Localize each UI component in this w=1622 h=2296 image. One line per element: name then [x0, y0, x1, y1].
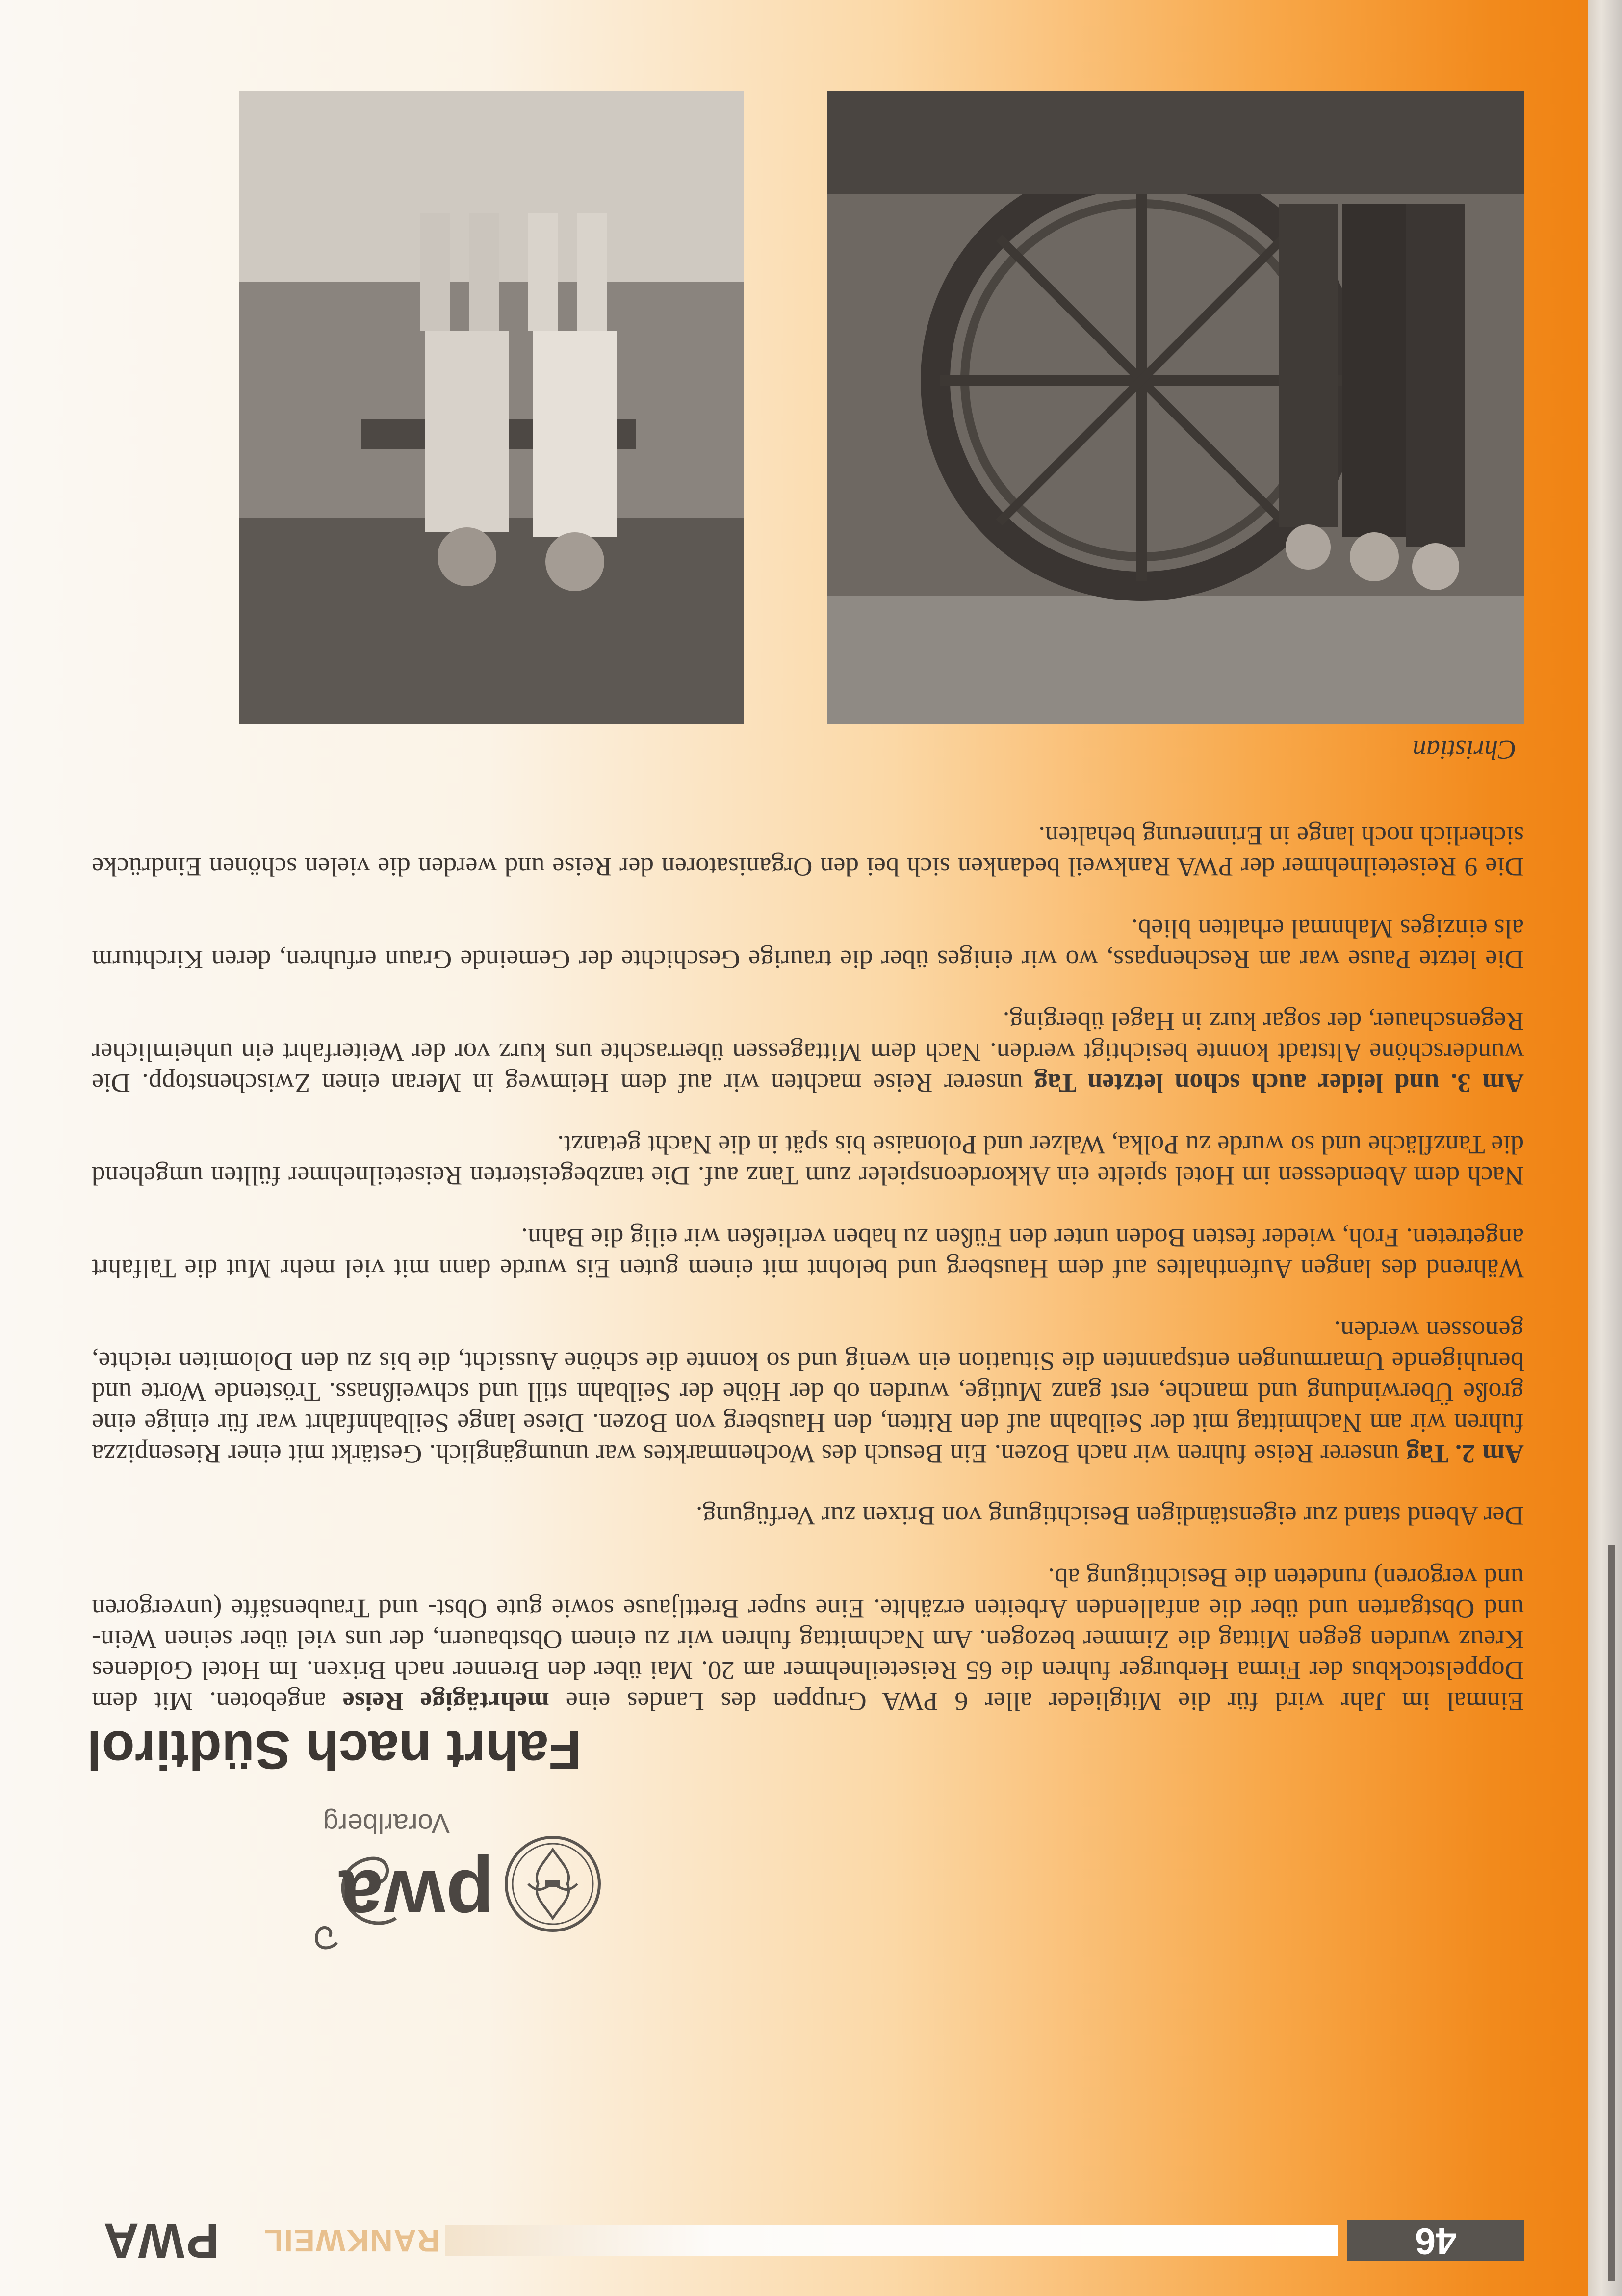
photo-bench-image [239, 91, 744, 724]
paragraph-text: Der Abend stand zur eigenständigen Besichtigung von Brixen zur Verfügung. [695, 1501, 1524, 1531]
article-paragraph [92, 1223, 1524, 1284]
logo-subline: Vorarlberg [323, 1808, 450, 1839]
article-paragraph [92, 1130, 1524, 1192]
paragraph-text: Nach dem Abendessen im Hotel spielte ein Akkordeonspieler zum Tanz auf. Die tanzbegeisterten Reiseteilnehmer füllten umgehend die Tanzfläche und so wurde zu Polka, Walzer und Polonaise bis spät in die Nacht getanzt. [92, 1130, 1524, 1191]
binding-strip [1608, 1545, 1615, 2281]
article-paragraph [92, 913, 1524, 975]
section-title: PWA [102, 2213, 219, 2268]
photo-water-wheel-image [827, 91, 1524, 724]
article-body [92, 790, 1524, 1717]
paragraph-emphasis: Am 3. und leider auch schon letzten Tag [1034, 1069, 1524, 1098]
paragraph-text: unserer Reise fuhren wir nach Bozen. Ein Besuch des Wochenmarktes war unumgänglich. Gestärkt mit einer Riesenpizza fuhren wir am Nachmittag mit der Seilbahn auf den Ritten, den Hausberg von Bozen. Diese lange Seilbahnfahrt war für einige eine große Überwindung und manche, erst ganz Mutige, wurden ob der Höhe der Seilbahn still und schweißnass. Tröstende Worte und beruhigende Umarmungen entspannten die Situation ein wenig und so konnte die schöne Aussicht, die bis zu den Dolomiten reichte, genossen werden. [92, 1316, 1524, 1469]
paragraph-text: unserer Reise machten wir auf dem Heimweg in Meran einen Zwischenstopp. Die wunderschöne Altstadt konnte besichtigt werden. Nach dem Mittagessen überraschte uns kurz vor der Weiterfahrt ein unheimlicher Regenschauer, der sogar kurz in Hagel überging. [92, 1007, 1524, 1098]
article-paragraph [92, 1315, 1524, 1470]
binding-edge [1588, 0, 1622, 2296]
article-paragraph [92, 1501, 1524, 1532]
paragraph-text: Die 9 Reiseteilnehmer der PWA Rankweil bedanken sich bei den Organisatoren der Reise und werden die vielen schönen Eindrücke sicherlich noch lange in Erinnerung behalten. [92, 821, 1524, 882]
paragraph-text: Einmal im Jahr wird für die Mitglieder aller 6 PWA Gruppen des Landes eine [549, 1687, 1524, 1717]
page-number: 46 [1347, 2220, 1524, 2261]
logo-wordmark: pwa [338, 1854, 494, 1942]
article-title: Fahrt nach Südtirol [87, 1720, 582, 1780]
paragraph-emphasis: Am 2. Tag [1406, 1439, 1524, 1469]
paragraph-text: Die letzte Pause war am Reschenpass, wo wir einiges über die traurige Geschichte der Gemeinde Graun erfuhren, deren Kirchturm als einziges Mahnmal erhalten blieb. [92, 914, 1524, 975]
page-header [102, 2213, 1524, 2268]
article-paragraph [92, 1006, 1524, 1099]
paragraph-text: Während des langen Aufenthaltes auf dem Hausberg und belohnt mit einem guten Eis wurde dann mit viel mehr Mut die Talfahrt angetreten. Froh, wieder festen Boden unter den Füßen zu haben verließen wir eilig die Bahn. [92, 1223, 1524, 1284]
photo-water-wheel-group [827, 91, 1524, 724]
magazine-label: RANKWEIL [263, 2223, 440, 2258]
paragraph-text: angeboten. Mit dem Doppelstockbus der Firma Herburger fuhren die 65 Reiseteilnehmer am 20. Mai über den Brenner nach Brixen. Im Hotel Goldenes Kreuz wurden gegen Mittag die Zimmer bezogen. Am Nachmittag fuhren wir zu einem Obstbauern, der uns viel über seinen Wein- und Obstgarten und über die anfallenden Arbeiten erzählte. Eine super Brettljause sowie gute Obst- und Traubensäfte (unvergoren und vergoren) rundeten die Besichtigung ab. [92, 1563, 1524, 1717]
author-signature: Christian [1413, 734, 1517, 765]
article-paragraph [92, 821, 1524, 883]
pwa-logo [308, 1776, 612, 1982]
article-paragraph [92, 1563, 1524, 1717]
paragraph-emphasis: mehrtägige Reise [342, 1687, 549, 1717]
photo-bench-women [239, 91, 744, 724]
header-stripe [445, 2225, 1338, 2256]
